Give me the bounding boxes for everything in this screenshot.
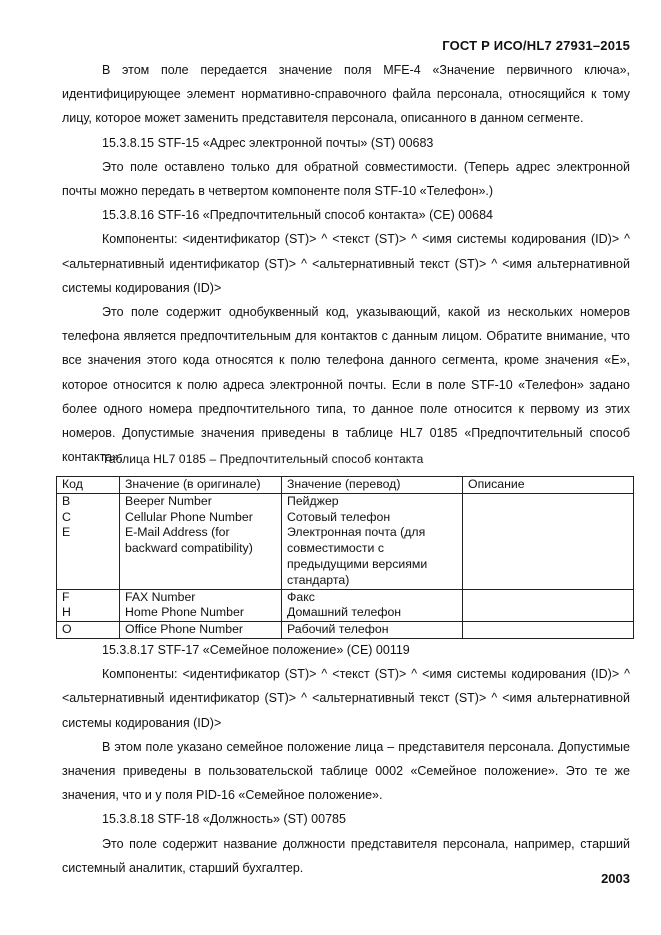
original-value-cell: Cellular Phone Number — [120, 510, 282, 526]
description-cell — [463, 510, 634, 526]
table-row — [57, 589, 634, 605]
original-value-cell: FAX Number — [120, 589, 282, 605]
table-header-row — [57, 477, 634, 494]
column-header: Код — [57, 477, 120, 494]
description-cell — [463, 605, 634, 621]
section-heading: 15.3.8.16 STF-16 «Предпочтительный способ контакта» (CE) 00684 — [102, 208, 493, 223]
paragraph: Это поле содержит название должности представителя персонала, например, старший системный аналитик, старший бухгалтер. — [62, 836, 630, 875]
translated-value-cell: Рабочий телефон — [282, 622, 463, 639]
table-row — [57, 605, 634, 621]
translated-value-cell: Сотовый телефон — [282, 510, 463, 526]
description-cell — [463, 589, 634, 605]
original-value-cell: Home Phone Number — [120, 605, 282, 621]
text-block-top — [62, 58, 630, 469]
description-cell — [463, 622, 634, 639]
text-block-bottom — [62, 638, 630, 880]
section-heading: 15.3.8.15 STF-15 «Адрес электронной почты» (ST) 00683 — [102, 135, 434, 150]
section-heading: 15.3.8.18 STF-18 «Должность» (ST) 00785 — [102, 812, 346, 827]
section-heading: 15.3.8.17 STF-17 «Семейное положение» (CE) 00119 — [102, 643, 410, 657]
paragraph: В этом поле передается значение поля MFE-4 «Значение первичного ключа», идентифицирующее элемент нормативно-справочного файла персонала, относящийся к тому лицу, которое может заменить представителя персонала, описанного в данном сегменте. — [62, 63, 630, 126]
table-row — [57, 510, 634, 526]
code-cell: E — [57, 525, 120, 589]
document-header: ГОСТ Р ИСО/HL7 27931–2015 — [442, 38, 630, 53]
original-value-cell: E-Mail Address (for backward compatibility) — [120, 525, 282, 589]
description-cell — [463, 493, 634, 509]
translated-value-cell: Домашний телефон — [282, 605, 463, 621]
translated-value-cell: Пейджер — [282, 493, 463, 509]
column-header: Описание — [463, 477, 634, 494]
translated-value-cell: Электронная почта (для совместимости с предыдущими версиями стандарта) — [282, 525, 463, 589]
column-header: Значение (перевод) — [282, 477, 463, 494]
code-cell: O — [57, 622, 120, 639]
paragraph: В этом поле указано семейное положение лица – представителя персонала. Допустимые значения приведены в пользовательской таблице 0002 «Семейное положение». Это те же значения, что и у поля PID-16 «Семейное положение». — [62, 739, 630, 803]
table-row — [57, 525, 634, 589]
paragraph: Это поле содержит однобуквенный код, указывающий, какой из нескольких номеров телефона является предпочтительным для контактов с данным лицом. Обратите внимание, что все значения этого кода относятся к полю телефона данного сегмента, кроме значения «E», которое относится к полю адреса электронной почты. Если в поле STF-10 «Телефон» задано более одного номера предпочтительного типа, то данное поле относится к первому из этих номеров. Допустимые значения приведены в таблице HL7 0185 «Предпочтительный способ контакта». — [62, 305, 630, 465]
original-value-cell: Office Phone Number — [120, 622, 282, 639]
table-row — [57, 493, 634, 509]
paragraph: Компоненты: <идентификатор (ST)> ^ <текст (ST)> ^ <имя системы кодирования (ID)> ^ <альтернативный идентификатор (ST)> ^ <альтернативный текст (ST)> ^ <имя альтернативной системы кодирования (ID)> — [62, 667, 630, 730]
translated-value-cell: Факс — [282, 589, 463, 605]
code-cell: F — [57, 589, 120, 605]
column-header: Значение (в оригинале) — [120, 477, 282, 494]
paragraph: Это поле оставлено только для обратной совместимости. (Теперь адрес электронной почты можно передать в четвертом компоненте поля STF-10 «Телефон».) — [62, 159, 630, 199]
table-row — [57, 622, 634, 639]
code-cell: C — [57, 510, 120, 526]
description-cell — [463, 525, 634, 589]
original-value-cell: Beeper Number — [120, 493, 282, 509]
page-number: 2003 — [601, 871, 630, 886]
code-cell: H — [57, 605, 120, 621]
code-cell: B — [57, 493, 120, 509]
table-caption: Таблица HL7 0185 – Предпочтительный способ контакта — [102, 452, 424, 466]
paragraph: Компоненты: <идентификатор (ST)> ^ <текст (ST)> ^ <имя системы кодирования (ID)> ^ <альтернативный идентификатор (ST)> ^ <альтернативный текст (ST)> ^ <имя альтернативной системы кодирования (ID)> — [62, 232, 630, 295]
contact-method-table — [56, 476, 634, 639]
